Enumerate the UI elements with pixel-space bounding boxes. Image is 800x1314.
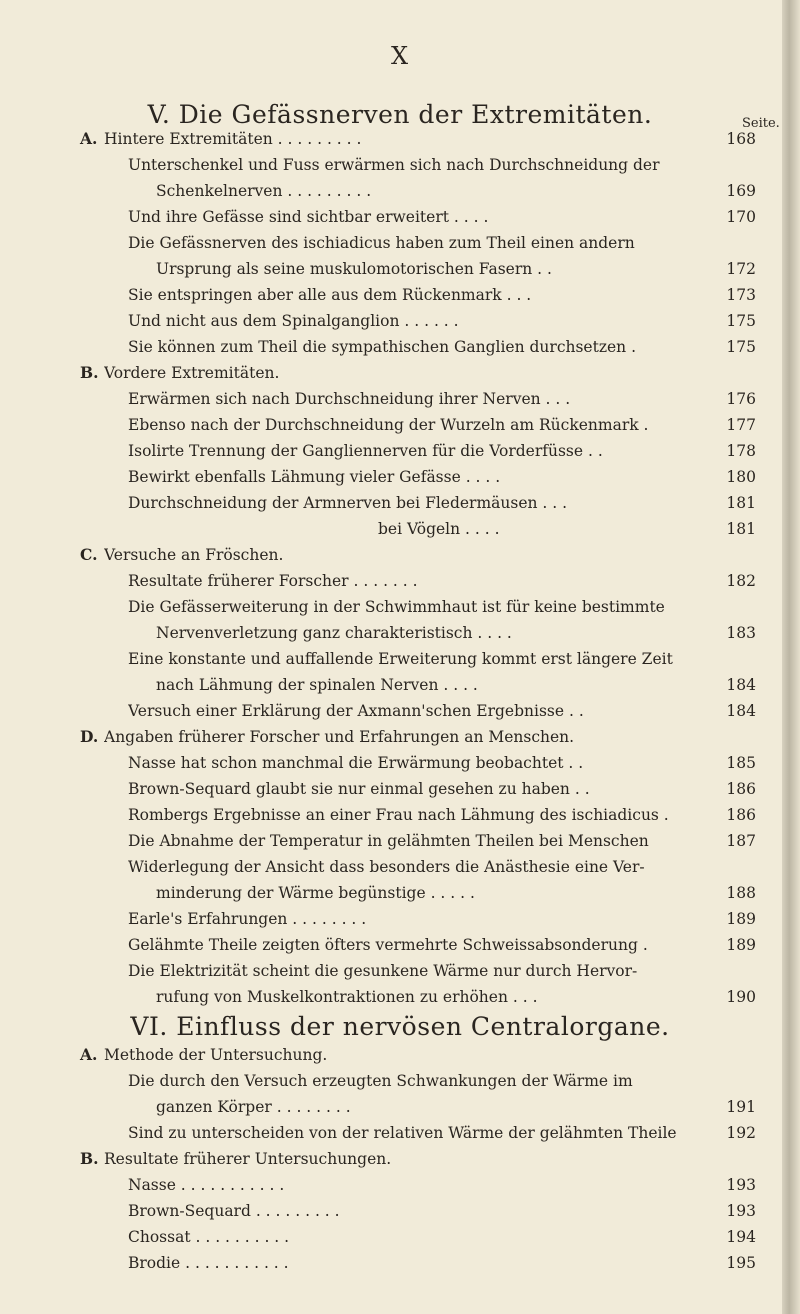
toc-page: 187 <box>726 832 756 850</box>
toc-line <box>0 594 760 620</box>
toc-entry-text: Die Abnahme der Temperatur in gelähmten Theilen bei Menschen <box>128 832 649 850</box>
toc-entry-text: Sie können zum Theil die sympathischen Ganglien durchsetzen . <box>128 338 637 356</box>
toc-page: 182 <box>726 572 756 590</box>
toc-entry-text: Die Gefässnerven des ischiadicus haben zum Theil einen andern <box>128 234 635 252</box>
toc-entry-text: Gelähmte Theile zeigten öfters vermehrte Schweissabsonderung . <box>128 936 648 954</box>
toc-line <box>0 1250 760 1276</box>
section-letter: D. <box>80 727 99 746</box>
toc-entry-text: Hintere Extremitäten . . . . . . . . . <box>104 130 362 148</box>
toc-entry-text: Nervenverletzung ganz charakteristisch . . . . <box>156 624 512 642</box>
toc-entry-text: Versuch einer Erklärung der Axmann'schen Ergebnisse . . <box>128 702 584 720</box>
toc-page: 177 <box>726 416 756 434</box>
toc-page: 172 <box>726 260 756 278</box>
toc-line <box>0 542 760 568</box>
toc-line <box>0 880 760 906</box>
toc-line <box>0 1120 760 1146</box>
toc-line <box>0 802 760 828</box>
toc-entry-text: Schenkelnerven . . . . . . . . . <box>156 182 372 200</box>
toc-entry-text: Sind zu unterscheiden von der relativen Wärme der gelähmten Theile <box>128 1124 677 1142</box>
toc-entry-text: Und nicht aus dem Spinalganglion . . . . . . <box>128 312 459 330</box>
toc-line <box>0 932 760 958</box>
section-title-v: V. Die Gefässnerven der Extremitäten. <box>147 100 653 129</box>
toc-entry-text: Ursprung als seine muskulomotorischen Fasern . . <box>156 260 552 278</box>
toc-line <box>0 412 760 438</box>
section-letter: B. <box>80 1149 99 1168</box>
page-edge <box>782 0 800 1314</box>
toc-line <box>0 698 760 724</box>
toc-line <box>0 152 760 178</box>
toc-entry-text: Brown-Sequard . . . . . . . . . <box>128 1202 340 1220</box>
toc-page: 185 <box>726 754 756 772</box>
toc-entry-text: Angaben früherer Forscher und Erfahrungen an Menschen. <box>104 728 575 746</box>
toc-entry-text: Die durch den Versuch erzeugten Schwankungen der Wärme im <box>128 1072 633 1090</box>
toc-page: 192 <box>726 1124 756 1142</box>
toc-entry-text: Und ihre Gefässe sind sichtbar erweitert . . . . <box>128 208 489 226</box>
toc-line <box>0 984 760 1010</box>
toc-page: 184 <box>726 676 756 694</box>
toc-line <box>0 1224 760 1250</box>
toc-entry-text: Brodie . . . . . . . . . . . <box>128 1254 289 1272</box>
toc-line <box>0 1042 760 1068</box>
toc-line <box>0 1172 760 1198</box>
toc-entry-text: Erwärmen sich nach Durchschneidung ihrer Nerven . . . <box>128 390 571 408</box>
toc-line <box>0 1068 760 1094</box>
toc-entry-text: Durchschneidung der Armnerven bei Fledermäusen . . . <box>128 494 568 512</box>
toc-line <box>0 438 760 464</box>
toc-entry-text: rufung von Muskelkontraktionen zu erhöhen . . . <box>156 988 538 1006</box>
section-letter: C. <box>80 545 98 564</box>
toc-line <box>0 1198 760 1224</box>
toc-entry-text: Widerlegung der Ansicht dass besonders die Anästhesie eine Ver- <box>128 858 645 876</box>
toc-page: 168 <box>726 130 756 148</box>
toc-entry-text: Resultate früherer Forscher . . . . . . . <box>128 572 418 590</box>
toc-entry-text: Nasse hat schon manchmal die Erwärmung beobachtet . . <box>128 754 584 772</box>
toc-entry-text: Ebenso nach der Durchschneidung der Wurzeln am Rückenmark . <box>128 416 649 434</box>
toc-line <box>0 958 760 984</box>
toc-line <box>0 672 760 698</box>
toc-line <box>0 906 760 932</box>
toc-page: 195 <box>726 1254 756 1272</box>
toc-entry-text: Resultate früherer Untersuchungen. <box>104 1150 392 1168</box>
toc-entry-text: Vordere Extremitäten. <box>104 364 280 382</box>
toc-entry-text: ganzen Körper . . . . . . . . <box>156 1098 351 1116</box>
toc-entry-text: Die Elektrizität scheint die gesunkene Wärme nur durch Hervor- <box>128 962 638 980</box>
toc-line <box>0 360 760 386</box>
toc-line <box>0 516 760 542</box>
toc-line <box>0 282 760 308</box>
toc-entry-text: Nasse . . . . . . . . . . . <box>128 1176 285 1194</box>
toc-line <box>0 490 760 516</box>
toc-page: 194 <box>726 1228 756 1246</box>
toc-line <box>0 620 760 646</box>
toc-line <box>0 308 760 334</box>
toc-line <box>0 750 760 776</box>
toc-page: 176 <box>726 390 756 408</box>
toc-page: 193 <box>726 1202 756 1220</box>
toc-entry-text: Eine konstante und auffallende Erweiterung kommt erst längere Zeit <box>128 650 673 668</box>
toc-entry-text: Isolirte Trennung der Gangliennerven für die Vorderfüsse . . <box>128 442 603 460</box>
toc-entry-text: Earle's Erfahrungen . . . . . . . . <box>128 910 367 928</box>
toc-line <box>0 256 760 282</box>
toc-entry-text: nach Lähmung der spinalen Nerven . . . . <box>156 676 478 694</box>
toc-page: 186 <box>726 780 756 798</box>
toc-page: 178 <box>726 442 756 460</box>
toc-line <box>0 230 760 256</box>
toc-line <box>0 334 760 360</box>
toc-entry-text: Chossat . . . . . . . . . . <box>128 1228 290 1246</box>
toc-page: 189 <box>726 910 756 928</box>
toc-line <box>0 828 760 854</box>
toc-line <box>0 126 760 152</box>
toc-line <box>0 464 760 490</box>
section-letter: A. <box>80 129 98 148</box>
toc-page: 181 <box>726 494 756 512</box>
toc-line <box>0 724 760 750</box>
toc-line <box>0 854 760 880</box>
section-letter: A. <box>80 1045 98 1064</box>
toc-page: 183 <box>726 624 756 642</box>
toc-line <box>0 646 760 672</box>
toc-page: 186 <box>726 806 756 824</box>
toc-page: 193 <box>726 1176 756 1194</box>
toc-line <box>0 568 760 594</box>
toc-page: 169 <box>726 182 756 200</box>
toc-entry-text: bei Vögeln . . . . <box>378 520 500 538</box>
toc-line <box>0 776 760 802</box>
toc-entry-text: Unterschenkel und Fuss erwärmen sich nach Durchschneidung der <box>128 156 660 174</box>
toc-entry-text: Versuche an Fröschen. <box>104 546 284 564</box>
toc-page: 170 <box>726 208 756 226</box>
toc-page: 189 <box>726 936 756 954</box>
seite-label: Seite. <box>742 116 780 131</box>
toc-line <box>0 178 760 204</box>
toc-page: 188 <box>726 884 756 902</box>
toc-page: 191 <box>726 1098 756 1116</box>
toc-page: 175 <box>726 312 756 330</box>
toc-page: 190 <box>726 988 756 1006</box>
toc-entry-text: Brown-Sequard glaubt sie nur einmal gesehen zu haben . . <box>128 780 590 798</box>
page-number: X <box>390 42 410 70</box>
toc-page: 184 <box>726 702 756 720</box>
toc-line <box>0 386 760 412</box>
toc-entry-text: Sie entspringen aber alle aus dem Rückenmark . . . <box>128 286 532 304</box>
toc-entry-text: minderung der Wärme begünstige . . . . . <box>156 884 475 902</box>
toc-page: 180 <box>726 468 756 486</box>
toc-line <box>0 1094 760 1120</box>
toc-line <box>0 1146 760 1172</box>
toc-entry-text: Bewirkt ebenfalls Lähmung vieler Gefässe . . . . <box>128 468 501 486</box>
section-title-vi: VI. Einfluss der nervösen Centralorgane. <box>130 1012 670 1041</box>
toc-page: 181 <box>726 520 756 538</box>
section-letter: B. <box>80 363 99 382</box>
toc-line <box>0 204 760 230</box>
toc-entry-text: Die Gefässerweiterung in der Schwimmhaut ist für keine bestimmte <box>128 598 665 616</box>
toc-entry-text: Rombergs Ergebnisse an einer Frau nach Lähmung des ischiadicus . <box>128 806 669 824</box>
toc-page: 173 <box>726 286 756 304</box>
toc-entry-text: Methode der Untersuchung. <box>104 1046 328 1064</box>
toc-page: 175 <box>726 338 756 356</box>
